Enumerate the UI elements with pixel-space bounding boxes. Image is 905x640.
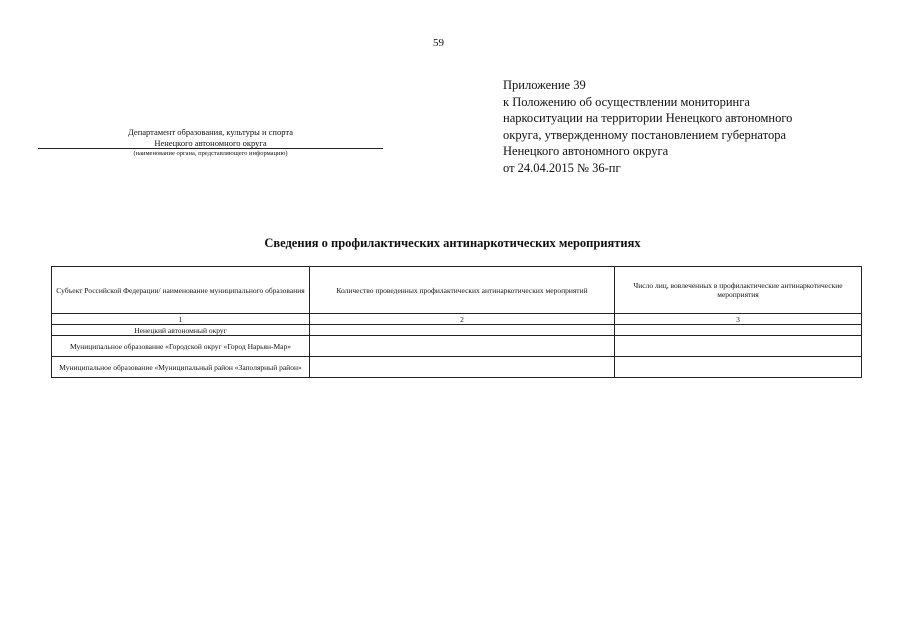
header-cell-subject: Субъект Российской Федерации/ наименование муниципального образования	[52, 267, 310, 314]
department-name-line2: Ненецкого автономного округа	[154, 137, 267, 148]
document-heading: Сведения о профилактических антинаркотических мероприятиях	[264, 236, 641, 250]
department-name-line1: Департамент образования, культуры и спорта	[128, 127, 293, 137]
row-label: Муниципальное образование «Муниципальный район «Заполярный район»	[52, 357, 310, 378]
page-number: 59	[433, 37, 444, 49]
report-table	[51, 266, 862, 378]
table-header-row	[52, 267, 862, 314]
department-block	[38, 127, 383, 158]
annex-line: к Положению об осуществлении мониторинга	[503, 94, 750, 109]
table-cell	[615, 325, 862, 336]
table-row	[52, 325, 862, 336]
table-cell	[615, 357, 862, 378]
table-cell	[310, 325, 615, 336]
annex-title: Приложение 39	[503, 78, 586, 92]
annex-line: Ненецкого автономного округа	[503, 144, 669, 158]
row-label: Ненецкий автономный округ	[52, 325, 310, 336]
column-number-row	[52, 314, 862, 325]
annex-date: от 24.04.2015 № 36-пг	[503, 160, 621, 175]
annex-block	[503, 77, 883, 176]
header-cell-participants: Число лиц, вовлеченных в профилактические антинаркотические мероприятия	[615, 267, 862, 314]
table-cell	[615, 336, 862, 357]
table-cell	[310, 336, 615, 357]
header-cell-events-count: Количество проведенных профилактических антинаркотических мероприятий	[310, 267, 615, 314]
row-label: Муниципальное образование «Городской округ «Город Нарьян-Мар»	[52, 336, 310, 357]
column-number: 2	[310, 314, 615, 325]
table-row	[52, 336, 862, 357]
table-row	[52, 357, 862, 378]
signature-rule	[38, 148, 383, 149]
table-cell	[310, 357, 615, 378]
annex-line: округа, утвержденному постановлением губернатора	[503, 127, 786, 142]
column-number: 3	[615, 314, 862, 325]
column-number: 1	[52, 314, 310, 325]
annex-line: наркоситуации на территории Ненецкого автономного	[503, 111, 793, 125]
department-caption: (наименование органа, представляющего информацию)	[133, 150, 288, 157]
